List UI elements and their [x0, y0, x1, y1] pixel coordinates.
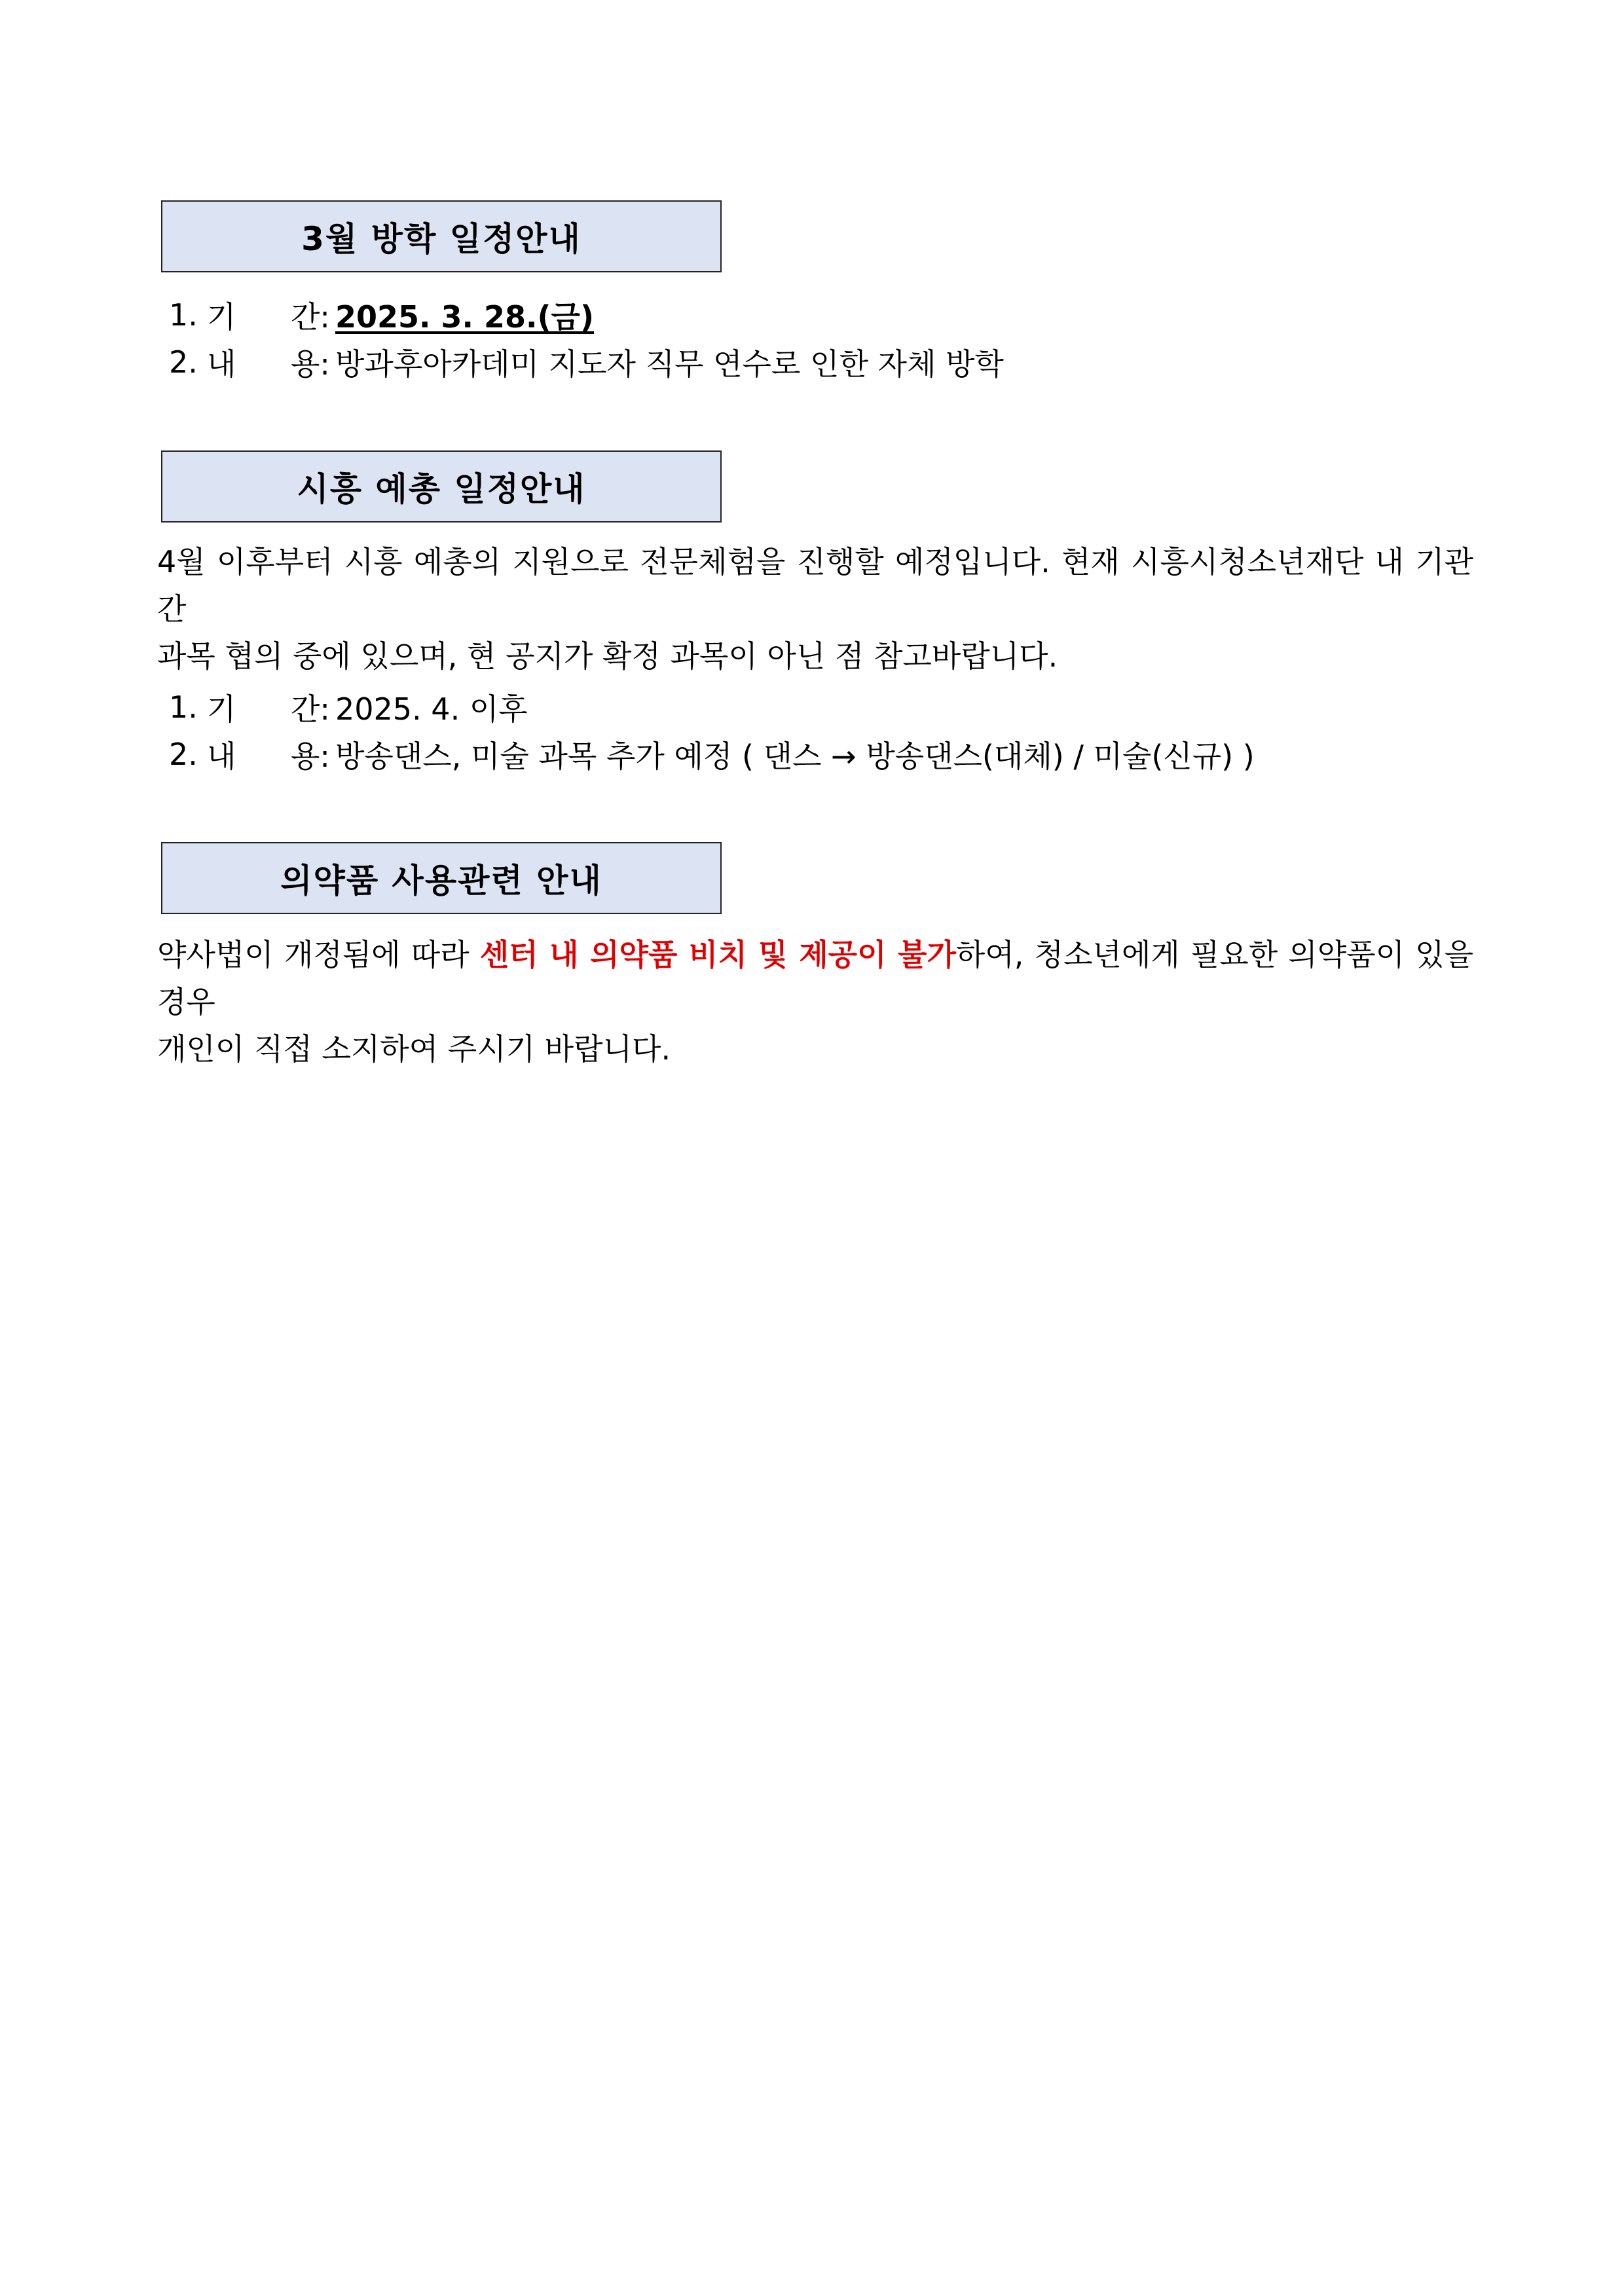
- list-item-content: [169, 731, 1255, 777]
- paragraph-line: [157, 931, 1473, 1025]
- section-title: 3월 방학 일정안내: [301, 220, 581, 258]
- item-number: 1.: [169, 297, 198, 333]
- item-key-second: 용:: [291, 739, 330, 774]
- item-key-second: 간:: [291, 299, 330, 335]
- paragraph-yechong-info: [157, 538, 1473, 680]
- item-key-first: 기: [207, 299, 236, 335]
- section-header-medicine-notice: [161, 842, 722, 914]
- paragraph-line: 과목 협의 중에 있으며, 현 공지가 확정 과목이 아닌 점 참고바랍니다.: [157, 638, 1058, 674]
- paragraph-line: 4월 이후부터 시흥 예총의 지원으로 전문체험을 진행할 예정입니다. 현재 시흥시청소년재단 내 기관 간: [157, 544, 1473, 627]
- item-value: 방송댄스, 미술 과목 추가 예정 ( 댄스 → 방송댄스(대체) / 미술(신규) ): [335, 739, 1255, 774]
- item-key-first: 내: [207, 346, 236, 382]
- item-number: 2.: [169, 737, 198, 772]
- item-value-date: 2025. 4. 이후: [335, 691, 528, 727]
- item-key-first: 기: [207, 691, 236, 727]
- list-item-period: [169, 684, 528, 730]
- paragraph-text: 하여, 청소년에게 필요한 의약품이 있을 경우: [157, 937, 1473, 1019]
- item-number: 1.: [169, 689, 198, 725]
- paragraph-medicine-info: [157, 931, 1473, 1073]
- item-value: 방과후아카데미 지도자 직무 연수로 인한 자체 방학: [335, 346, 1004, 382]
- item-key-first: 내: [207, 739, 236, 774]
- list-item-period: [169, 292, 594, 338]
- section-title: 시흥 예총 일정안내: [297, 470, 586, 508]
- highlight-text: 센터 내 의약품 비치 및 제공이 불가: [479, 937, 956, 972]
- item-key-second: 용:: [291, 346, 330, 382]
- item-number: 2.: [169, 344, 198, 380]
- section-header-march-vacation: [161, 200, 722, 272]
- list-item-content: [169, 339, 1004, 385]
- paragraph-text: 약사법이 개정됨에 따라: [157, 937, 480, 972]
- section-header-yechong-schedule: [161, 450, 722, 523]
- item-value-date: 2025. 3. 28.(금): [335, 299, 594, 335]
- section-title: 의약품 사용관련 안내: [280, 862, 602, 900]
- item-key-second: 간:: [291, 691, 330, 727]
- paragraph-line: 개인이 직접 소지하여 주시기 바랍니다.: [157, 1031, 671, 1067]
